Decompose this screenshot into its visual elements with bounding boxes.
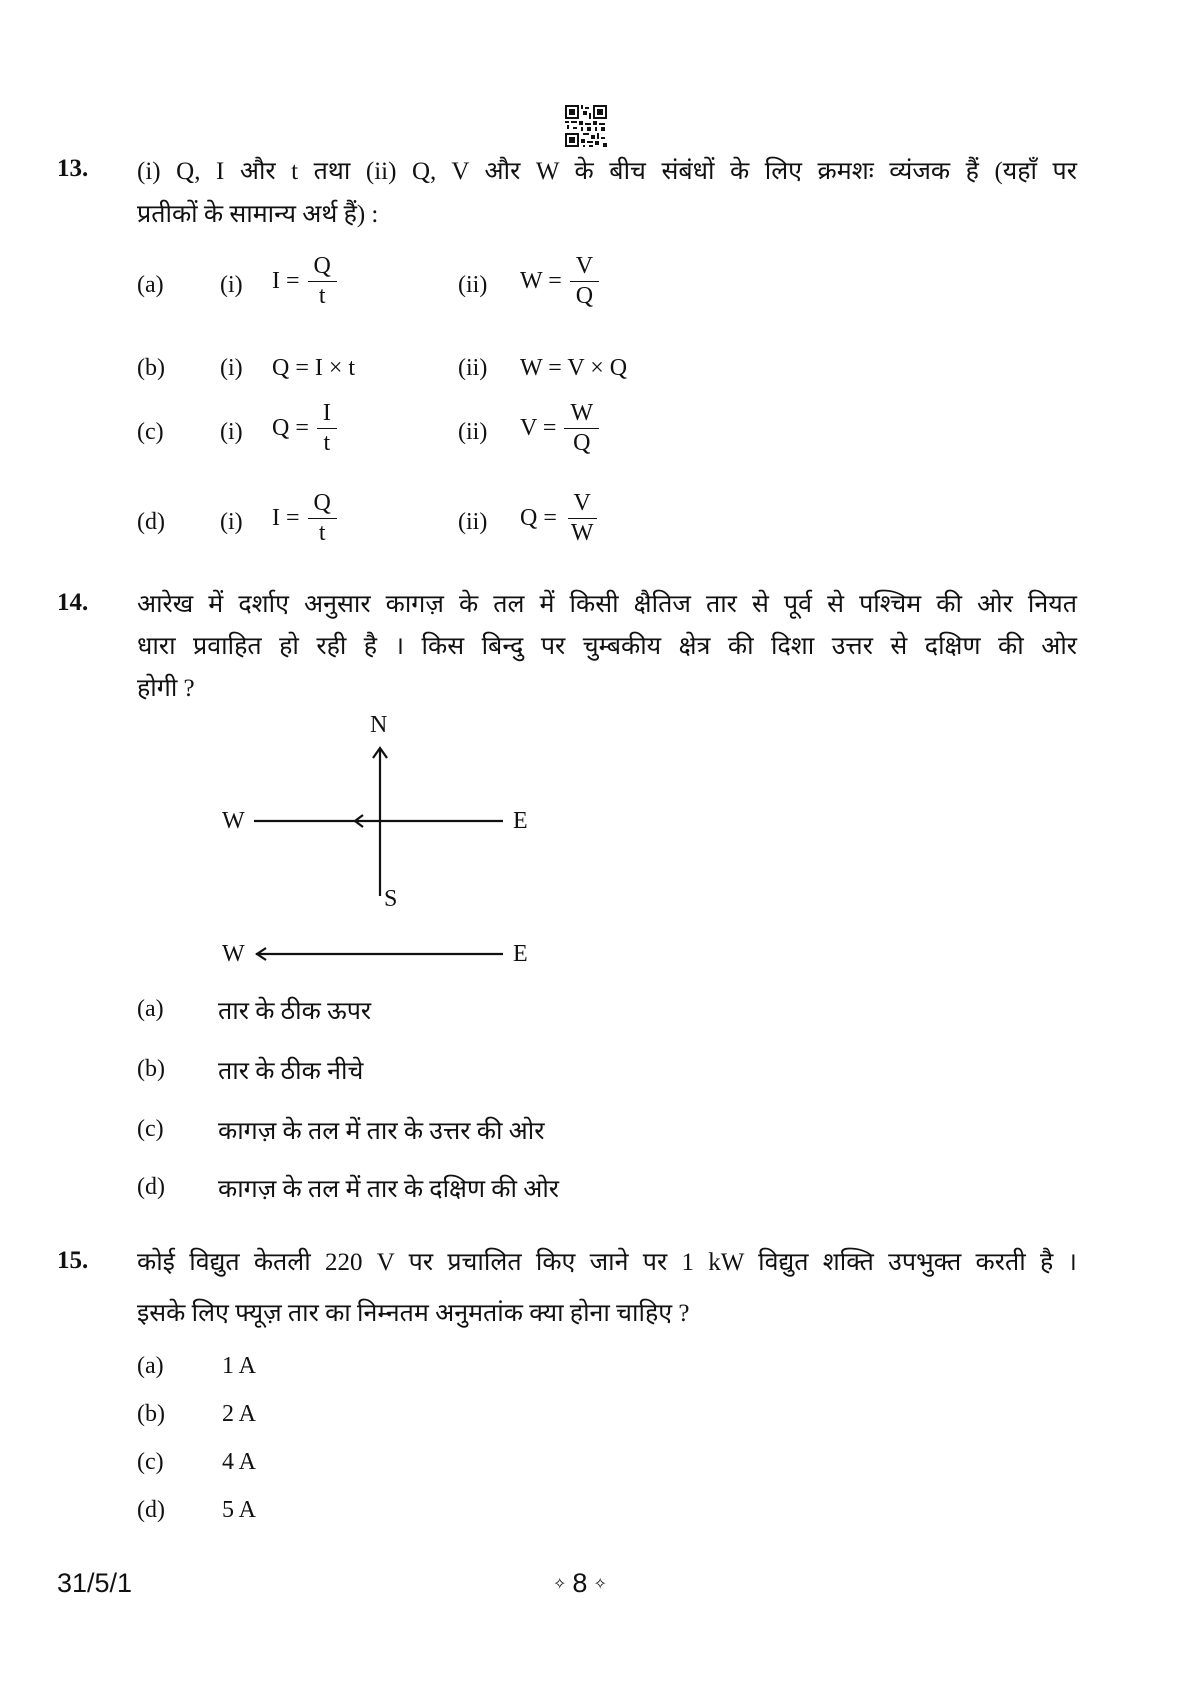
equation-lhs: Q =	[272, 415, 309, 442]
denominator: t	[318, 520, 326, 547]
option-text: तार के ठीक ऊपर	[218, 998, 372, 1025]
sub-label: (ii)	[458, 272, 488, 298]
question-text-line: होगी ?	[137, 675, 195, 702]
question-text-line: प्रतीकों के सामान्य अर्थ हैं) :	[137, 201, 379, 228]
equation-lhs: W =	[520, 268, 562, 295]
option-text: 5 A	[222, 1497, 257, 1523]
north-label: N	[370, 712, 388, 738]
option-letter: (b)	[137, 1401, 165, 1427]
option-text: कागज़ के तल में तार के दक्षिण की ओर	[218, 1176, 560, 1203]
option-text: तार के ठीक नीचे	[218, 1058, 364, 1085]
option-letter: (a)	[137, 272, 164, 298]
option-text: 4 A	[222, 1449, 257, 1475]
option-letter: (d)	[137, 509, 165, 535]
numerator: I	[317, 401, 337, 429]
option-letter: (c)	[137, 1116, 164, 1142]
option-text: 1 A	[222, 1353, 257, 1379]
sub-label: (i)	[220, 509, 243, 535]
denominator: t	[318, 283, 326, 310]
option-letter: (b)	[137, 1056, 165, 1082]
equation-i: Q = I × t	[272, 355, 356, 381]
equation-lhs: V =	[520, 415, 557, 442]
denominator: Q	[573, 430, 591, 457]
page-number: 8	[572, 1568, 588, 1598]
question-number: 13.	[57, 155, 89, 182]
question-text-line: कोई विद्युत केतली 220 V पर प्रचालित किए जाने पर 1 kW विद्युत शक्ति उपभुक्त करती है ।	[137, 1249, 1077, 1276]
page-number-group	[553, 1568, 607, 1599]
numerator: Q	[308, 491, 337, 519]
option-letter: (a)	[137, 996, 164, 1022]
numerator: W	[564, 401, 599, 429]
option-text: 2 A	[222, 1401, 257, 1427]
equation-lhs: I =	[272, 505, 300, 532]
sub-label: (ii)	[458, 355, 488, 381]
option-letter: (c)	[137, 1449, 164, 1475]
equation-lhs: I =	[272, 268, 300, 295]
sub-label: (ii)	[458, 509, 488, 535]
numerator: V	[570, 254, 599, 282]
question-text-line: धारा प्रवाहित हो रही है । किस बिन्दु पर चुम्बकीय क्षेत्र की दिशा उत्तर से दक्षिण की ओर	[137, 633, 1077, 660]
south-label: S	[384, 886, 398, 912]
ornament-icon: ✧	[593, 1575, 607, 1593]
paper-code: 31/5/1	[57, 1568, 133, 1598]
question-text-line: आरेख में दर्शाए अनुसार कागज़ के तल में किसी क्षैतिज तार से पूर्व से पश्चिम की ओर नियत	[137, 591, 1077, 618]
question-text-line: इसके लिए फ्यूज़ तार का निम्नतम अनुमतांक क्या होना चाहिए ?	[137, 1300, 690, 1327]
west-label: W	[222, 808, 245, 834]
ornament-icon: ✧	[553, 1575, 567, 1593]
option-letter: (b)	[137, 355, 165, 381]
sub-label: (i)	[220, 419, 243, 445]
denominator: W	[570, 520, 594, 547]
equation-lhs: Q =	[520, 505, 557, 532]
sub-label: (ii)	[458, 419, 488, 445]
east-label: E	[513, 808, 528, 834]
equation-ii: W = V × Q	[520, 355, 628, 381]
option-text: कागज़ के तल में तार के उत्तर की ओर	[218, 1118, 545, 1145]
denominator: t	[323, 430, 331, 457]
sub-label: (i)	[220, 355, 243, 381]
question-number: 14.	[57, 589, 89, 616]
numerator: Q	[308, 254, 337, 282]
option-letter: (d)	[137, 1497, 165, 1523]
option-letter: (c)	[137, 419, 164, 445]
question-number: 15.	[57, 1247, 89, 1274]
wire-east-label: E	[513, 941, 528, 967]
option-letter: (a)	[137, 1353, 164, 1379]
numerator: V	[568, 491, 597, 519]
question-text-line: (i) Q, I और t तथा (ii) Q, V और W के बीच संबंधों के लिए क्रमशः व्यंजक हैं (यहाँ पर	[137, 158, 1077, 185]
sub-label: (i)	[220, 272, 243, 298]
wire-west-label: W	[222, 941, 245, 967]
denominator: Q	[575, 283, 594, 310]
option-letter: (d)	[137, 1174, 165, 1200]
